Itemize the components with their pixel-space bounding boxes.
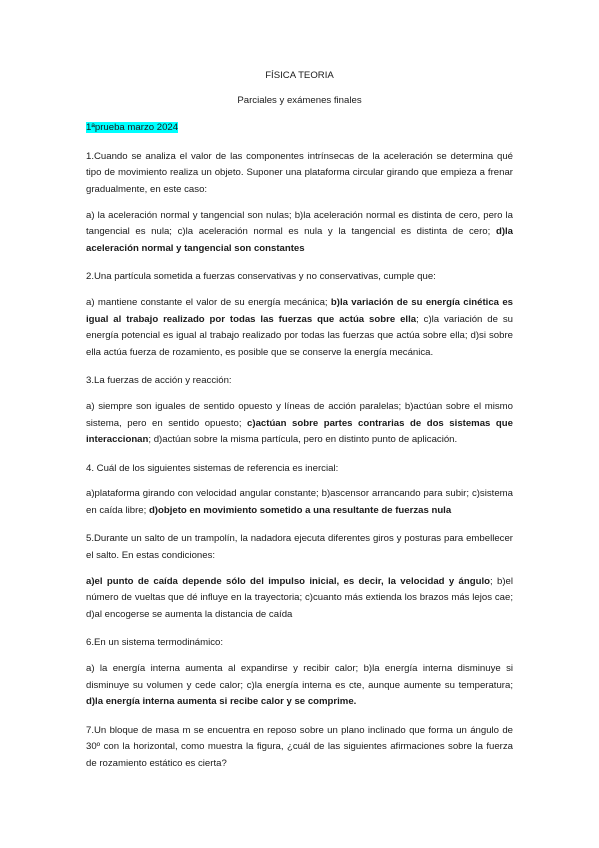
answer-3b: b)actúan sobre el mismo sistema, pero en sentido opuesto;: [86, 400, 514, 429]
answer-3c-correct: c)actúan sobre partes contrarias de dos sistemas que interaccionan: [86, 417, 513, 446]
answer-4a: a)plataforma girando con velocidad angular constante;: [86, 488, 322, 500]
answer-5c: c)cuanto más extienda los brazos más lejos cae;: [305, 592, 513, 604]
answer-1b: b)la aceleración normal es distinta de cero, pero la tangencial es nula;: [86, 209, 513, 238]
answer-1d-correct: d)la aceleración normal y tangencial son constantes: [86, 226, 514, 254]
answer-6d-correct: d)la energía interna aumenta si recibe calor y se comprime.: [86, 696, 357, 708]
question-2: 2.Una partícula sometida a fuerzas conservativas y no conservativas, cumple que:: [86, 271, 436, 283]
answers-6: [86, 661, 513, 711]
answer-5a-correct: a)el punto de caída depende sólo del impulso inicial, es decir, la velocidad y ángulo: [86, 575, 490, 587]
document-title: FÍSICA TEORIA: [265, 70, 334, 81]
answer-4b: b)ascensor arrancando para subir;: [321, 488, 472, 500]
section-label: [86, 120, 513, 137]
answer-4c: c)sistema en caída libre;: [86, 488, 513, 516]
answer-6a: a) la energía interna aumenta al expandirse y recibir calor;: [86, 663, 364, 675]
answers-2: [86, 295, 513, 361]
question-1: 1.Cuando se analiza el valor de las componentes intrínsecas de la aceleración se determina qué tipo de movimiento realiza un objeto. Suponer una plataforma circular girando que empieza a frenar gradualmente, en este caso:: [86, 150, 513, 195]
answer-1a: a) la aceleración normal y tangencial son nulas;: [86, 209, 295, 221]
document-subtitle: Parciales y exámenes finales: [237, 94, 362, 106]
answer-1c: c)la aceleración normal es nula y la tangencial es distinta de cero;: [177, 226, 496, 238]
answer-5b: ; b)el número de vueltas que dé influye en la trayectoria;: [86, 575, 513, 604]
question-5: 5.Durante un salto de un trampolín, la nadadora ejecuta diferentes giros y posturas para embellecer el salto. En estas condiciones:: [86, 533, 513, 562]
answers-3: [86, 399, 513, 449]
question-6: 6.En un sistema termodinámico:: [86, 637, 224, 649]
answer-2a: a) mantiene constante el valor de su energía mecánica;: [86, 296, 331, 308]
question-4: 4. Cuál de los siguientes sistemas de referencia es inercial:: [86, 462, 339, 474]
question-3: 3.La fuerzas de acción y reacción:: [86, 375, 232, 387]
answer-6b: b)la energía interna disminuye si disminuye su volumen y cede calor;: [86, 663, 514, 691]
question-7: 7.Un bloque de masa m se encuentra en reposo sobre un plano inclinado que forma un ángulo de 30º con la horizontal, como muestra la figura, ¿cuál de las siguientes afirmaciones sobre la fuerza de rozamiento estático es cierta?: [86, 724, 513, 769]
answer-2d: d)si sobre ella actúa fuerza de rozamiento, es posible que se conserve la energía mecánica.: [86, 330, 513, 358]
answer-2b-correct: b)la variación de su energía cinética es igual al trabajo realizado por todas las fuerzas que actúa sobre ella: [86, 296, 514, 325]
answers-5: [86, 574, 513, 624]
answer-5d: d)al encogerse se aumenta la distancia de caída: [86, 608, 293, 620]
answers-1: [86, 208, 513, 258]
answer-2c: ; c)la variación de su energía potencial es igual al trabajo realizado por todas las fuerzas que actúa sobre ella;: [86, 313, 513, 342]
answer-3d: ; d)actúan sobre la misma partícula, pero en distinto punto de aplicación.: [148, 434, 458, 446]
answers-4: [86, 486, 513, 519]
answer-4d-correct: d)objeto en movimiento sometido a una resultante de fuerzas nula: [148, 504, 452, 516]
answer-6c: c)la energía interna es cte, aunque aumente su temperatura;: [246, 679, 514, 691]
answer-3a: a) siempre son iguales de sentido opuesto y líneas de acción paralelas;: [86, 400, 405, 412]
highlighted-section-label: 1ªprueba marzo 2024: [86, 122, 179, 134]
